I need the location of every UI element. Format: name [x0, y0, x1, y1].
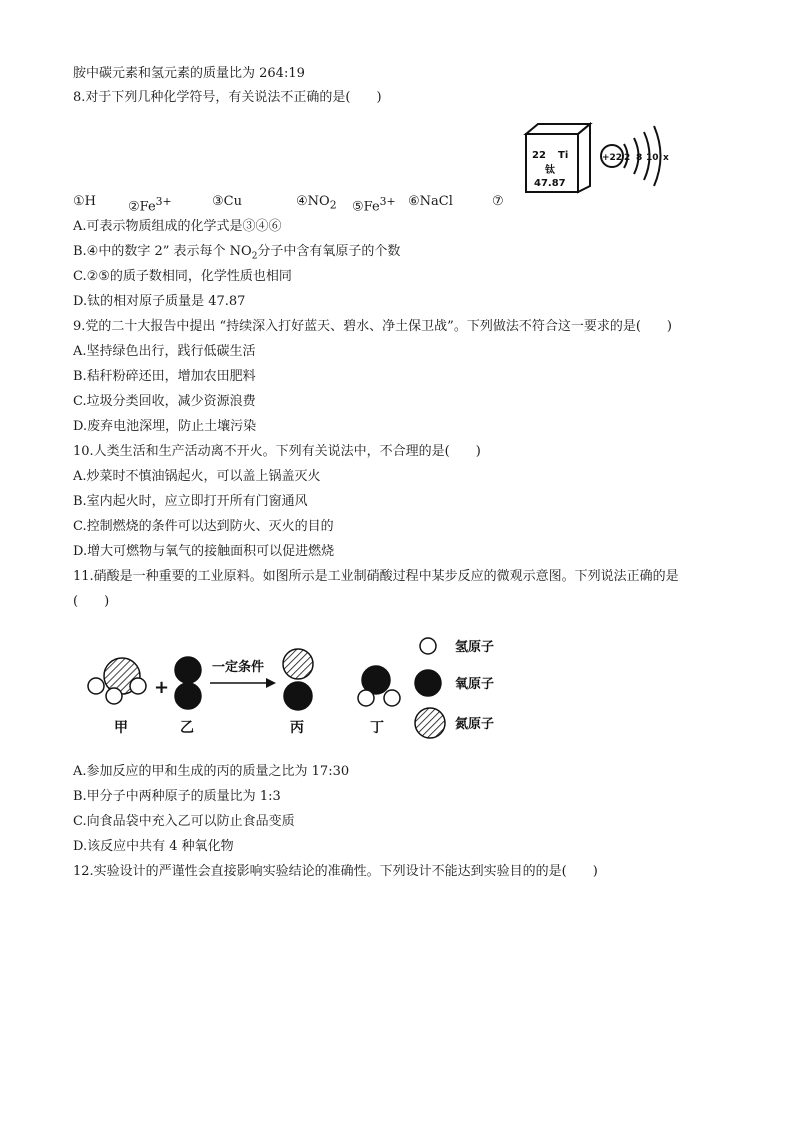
legend-oxygen-symbol — [415, 670, 441, 696]
legend-nitrogen-label: 氮原子 — [455, 717, 495, 732]
q10-stem: 10.人类生活和生产活动离不开火。下列有关说法中，不合理的是( ) — [73, 444, 481, 459]
card-atomic-number: 22 — [532, 150, 546, 161]
q11-option-d: D.该反应中共有 4 种氧化物 — [73, 839, 234, 854]
plus-sign: + — [154, 677, 170, 698]
molecule-ding — [358, 666, 400, 706]
legend-hydrogen-symbol — [420, 638, 436, 654]
symbol-1: ①H — [73, 194, 96, 209]
symbol-6: ⑥NaCl — [408, 194, 453, 209]
q9-stem: 9.党的二十大报告中提出 “持续深入打好蓝天、碧水、净土保卫战”。下列做法不符合这一要求的是( ) — [73, 319, 672, 334]
q11-stem-cont: ( ) — [73, 594, 110, 609]
intro-line: 胺中碳元素和氢元素的质量比为 264:19 — [73, 66, 305, 81]
shell-3-count: 10 — [646, 153, 659, 163]
q12-stem: 12.实验设计的严谨性会直接影响实验结论的准确性。下列设计不能达到实验目的的是( ) — [73, 864, 598, 879]
nucleus-charge: +22 — [602, 153, 623, 163]
q8-stem: 8.对于下列几种化学符号，有关说法不正确的是( ) — [73, 90, 382, 105]
molecule-jia — [88, 658, 146, 704]
symbol-2: $②Fe^{3+}$ — [128, 195, 172, 215]
titanium-figure — [520, 120, 680, 195]
q8-option-b: B.④中的数字 2” 表示每个 $NO_2$分子中含有氧原子的个数 — [73, 244, 401, 262]
reaction-arrow — [210, 678, 276, 688]
q9-option-d: D.废弃电池深埋，防止土壤污染 — [73, 419, 257, 434]
card-name: 钛 — [545, 165, 555, 176]
reaction-condition: 一定条件 — [212, 660, 265, 675]
q10-option-c: C.控制燃烧的条件可以达到防火、灭火的目的 — [73, 519, 334, 534]
q9-option-c: C.垃圾分类回收，减少资源浪费 — [73, 394, 256, 409]
molecule-yi — [175, 657, 201, 709]
q8-option-c: C.②⑤的质子数相同，化学性质也相同 — [73, 269, 292, 284]
legend-oxygen-label: 氧原子 — [455, 677, 495, 692]
q11-option-b: B.甲分子中两种原子的质量比为 1:3 — [73, 789, 281, 804]
legend-hydrogen-label: 氢原子 — [455, 640, 495, 655]
q10-option-a: A.炒菜时不慎油锅起火，可以盖上锅盖灭火 — [73, 469, 321, 484]
q10-option-d: D.增大可燃物与氧气的接触面积可以促进燃烧 — [73, 544, 335, 559]
molecule-bing — [283, 649, 313, 710]
label-jia: 甲 — [114, 720, 128, 736]
q10-option-b: B.室内起火时，应立即打开所有门窗通风 — [73, 494, 308, 509]
q11-option-c: C.向食品袋中充入乙可以防止食品变质 — [73, 814, 295, 829]
card-symbol: Ti — [558, 150, 569, 161]
legend-nitrogen-symbol — [415, 708, 445, 738]
symbol-4: $④NO_2$ — [296, 194, 337, 212]
shell-1-count: 2 — [624, 153, 631, 163]
label-ding: 丁 — [370, 720, 384, 736]
q8-option-d: D.钛的相对原子质量是 47.87 — [73, 294, 246, 309]
shell-4-count: x — [663, 153, 669, 163]
q11-stem: 11.硝酸是一种重要的工业原料。如图所示是工业制硝酸过程中某步反应的微观示意图。下列说法正确的是 — [73, 569, 679, 584]
q9-option-b: B.秸秆粉碎还田，增加农田肥料 — [73, 369, 256, 384]
q9-option-a: A.坚持绿色出行，践行低碳生活 — [73, 344, 256, 359]
q11-option-a: A.参加反应的甲和生成的丙的质量之比为 17:30 — [73, 764, 350, 779]
card-mass: 47.87 — [534, 178, 566, 189]
shell-2-count: 8 — [636, 153, 643, 163]
symbol-5: $⑤Fe^{3+}$ — [352, 195, 396, 215]
reaction-diagram — [70, 628, 530, 750]
label-bing: 丙 — [290, 720, 304, 736]
symbol-3: ③Cu — [212, 194, 242, 209]
symbol-7: ⑦ — [492, 194, 504, 209]
label-yi: 乙 — [180, 720, 194, 736]
q8-option-a: A.可表示物质组成的化学式是③④⑥ — [73, 219, 282, 234]
